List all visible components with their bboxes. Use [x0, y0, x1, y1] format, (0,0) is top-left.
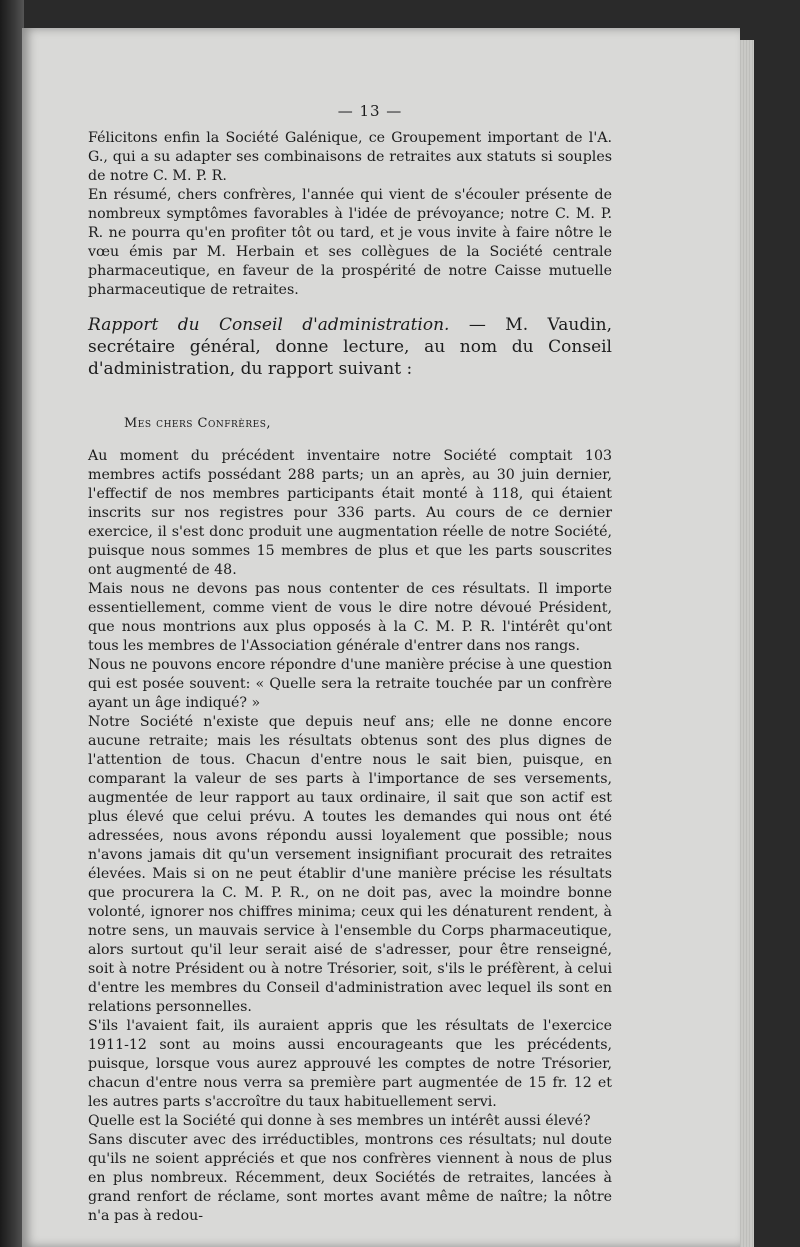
section-text: — M. Vaudin, secrétaire général, donne lecture, au nom du Conseil d'administration, du rapport suivant :: [88, 315, 612, 379]
paragraph: En résumé, chers confrères, l'année qui vient de s'écouler présente de nombreux symptômes favorables à l'idée de prévoyance; notre C. M. P. R. ne pourra qu'en profiter tôt ou tard, et je vous invite à faire nôtre le vœu émis par M. Herbain et ses collègues de la Société centrale pharmaceutique, en faveur de la prospérité de notre Caisse mutuelle pharmaceutique de retraites.: [88, 187, 612, 298]
section-title: Rapport du Conseil d'administration.: [88, 315, 450, 335]
page-edges: [738, 40, 754, 1247]
book-gutter: [0, 0, 24, 1247]
page-content: [88, 102, 612, 1226]
paragraph: Quelle est la Société qui donne à ses membres un intérêt aussi élevé?: [88, 1113, 591, 1129]
paragraph: Félicitons enfin la Société Galénique, ce Groupement important de l'A. G., qui a su adapter ses combinaisons de retraites aux statuts si souples de notre C. M. P. R.: [88, 130, 612, 184]
paragraph: S'ils l'avaient fait, ils auraient appris que les résultats de l'exercice 1911-12 sont au moins aussi encourageants que les précédents, puisque, lorsque vous aurez approuvé les comptes de notre Trésorier, chacun d'entre nous verra sa première part augmentée de 15 fr. 12 et les autres parts s'accroître du taux habituellement servi.: [88, 1018, 612, 1110]
paragraph: Notre Société n'existe que depuis neuf ans; elle ne donne encore aucune retraite; mais les résultats obtenus sont des plus dignes de l'attention de tous. Chacun d'entre nous le sait bien, puisque, en comparant la valeur de ses parts à l'importance de ses versements, augmentée de leur rapport au taux ordinaire, il sait que son actif est plus élevé que celui prévu. A toutes les demandes qui nous ont été adressées, nous avons répondu aussi loyalement que possible; nous n'avons jamais dit qu'un versement insignifiant procurait des retraites élevées. Mais si on ne peut établir d'une manière précise les résultats que procurera la C. M. P. R., on ne doit pas, avec la moindre bonne volonté, ignorer nos chiffres minima; ceux qui les dénaturent rendent, à notre sens, un mauvais service à l'ensemble du Corps pharmaceutique, alors surtout qu'il leur serait aisé de s'adresser, pour être renseigné, soit à notre Président ou à notre Trésorier, soit, s'ils le préfèrent, à celui d'entre les membres du Conseil d'administration avec lequel ils sont en relations personnelles.: [88, 714, 612, 1015]
salutation: Mes chers Confrères,: [124, 416, 271, 431]
paragraph: Mais nous ne devons pas nous contenter de ces résultats. Il importe essentiellement, comme vient de vous le dire notre dévoué Président, que nous montrions aux plus opposés à la C. M. P. R. l'intérêt qu'ont tous les membres de l'Association générale d'entrer dans nos rangs.: [88, 581, 612, 654]
section-heading: [88, 314, 612, 380]
page-number: — 13 —: [337, 102, 403, 120]
background-right: [754, 0, 800, 1247]
paragraph: Sans discuter avec des irréductibles, montrons ces résultats; nul doute qu'ils ne soient appréciés et que nos confrères viennent à nous de plus en plus nombreux. Récemment, deux Sociétés de retraites, lancées à grand renfort de réclame, sont mortes avant même de naître; la nôtre n'a pas à redou-: [88, 1132, 612, 1224]
paragraph: Au moment du précédent inventaire notre Société comptait 103 membres actifs possédant 288 parts; un an après, au 30 juin dernier, l'effectif de nos membres participants était monté à 118, qui étaient inscrits sur nos registres pour 336 parts. Au cours de ce dernier exercice, il s'est donc produit une augmentation réelle de notre Société, puisque nous sommes 15 membres de plus et que les parts souscrites ont augmenté de 48.: [88, 448, 612, 578]
paragraph: Nous ne pouvons encore répondre d'une manière précise à une question qui est posée souvent: « Quelle sera la retraite touchée par un confrère ayant un âge indiqué? »: [88, 657, 612, 711]
